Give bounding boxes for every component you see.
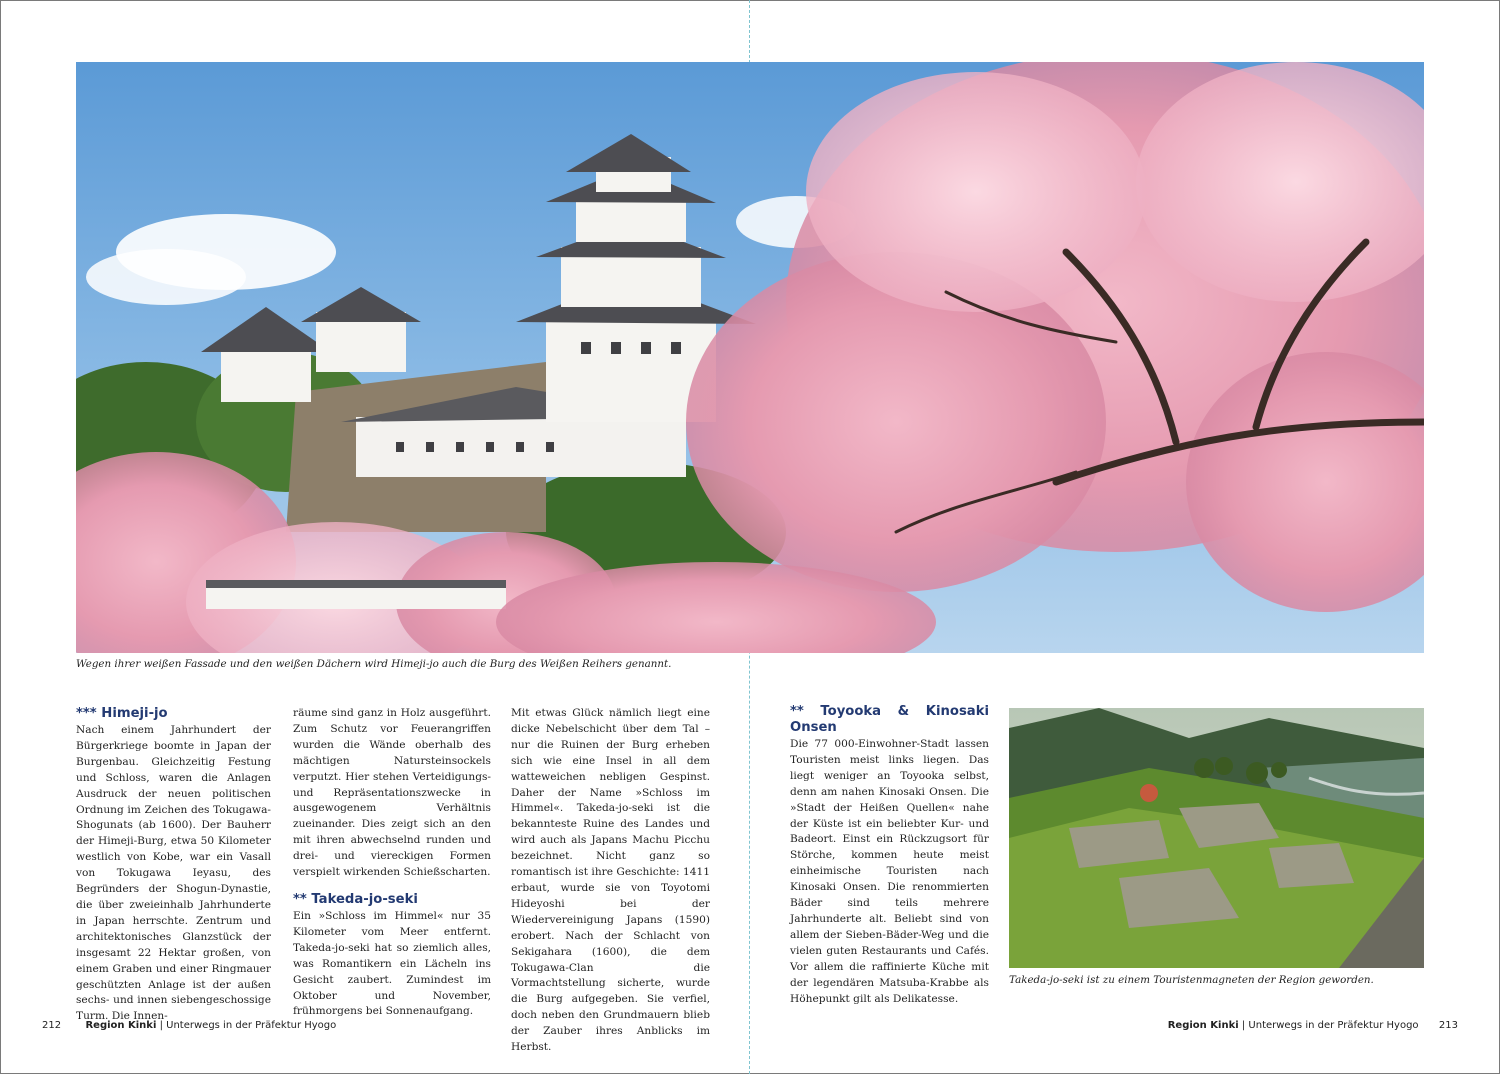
page-number-left: 212 bbox=[42, 1020, 62, 1031]
small-photo-caption: Takeda-jo-seki ist zu einem Touristenmagneten der Region geworden. bbox=[1009, 974, 1374, 986]
main-photo-caption: Wegen ihrer weißen Fassade und den weißen Dächern wird Himeji-jo auch die Burg des Weißen Reihers genannt. bbox=[76, 658, 672, 670]
footer-separator-left: | bbox=[159, 1020, 163, 1031]
takeda-text-part2: Mit etwas Glück nämlich liegt eine dicke Nebelschicht über dem Tal – nur die Ruinen der Burg erheben sich wie eine Insel in all dem watteweichen nebligen Gespinst. Daher der Name »Schloss im Himmel«. Takeda-jo-seki ist die bekannteste Ruine des Landes und wird auch als Japans Machu Picchu bezeichnet. Nicht ganz so romantisch ist ihre Geschichte: 1411 erbaut, wurde sie von Toyotomi Hideyoshi bei der Wiedervereinigung Japans (1590) erobert. Nach der Schlacht von Sekigahara (1600), die dem Tokugawa-Clan die Vormachtstellung sicherte, wurde die Burg aufgegeben. Sie verfiel, doch neben den Grundmauern blieb der Zauber ihres Anblicks im Herbst. bbox=[511, 707, 710, 1054]
toyooka-text: Die 77 000-Einwohner-Stadt lassen Touristen meist links liegen. Das liegt weniger an Toyooka selbst, denn am nahen Kinosaki Onsen. Die »Stadt der Heißen Quellen« nahe der Küste ist ein beliebter Kur- und Badeort. Einst ein Rückzugsort für Störche, kommen heute meist einheimische Touristen nach Kinosaki Onsen. Die renommierten Bäder sind teils mehrere Jahrhunderte alt. Beliebt sind von allem der Sieben-Bäder-Weg und die vielen guten Restaurants und Cafés. Vor allem die raffinierte Küche mit der legendären Matsuba-Krabbe als Höhepunkt gilt als Delikatesse. bbox=[790, 738, 989, 1005]
footer-left bbox=[42, 1020, 336, 1031]
toyooka-heading: ** Toyooka & Kinosaki Onsen bbox=[790, 704, 989, 735]
footer-region-right: Region Kinki bbox=[1167, 1020, 1239, 1031]
footer-right bbox=[1168, 1020, 1458, 1031]
article-column-2 bbox=[293, 706, 491, 1020]
himeji-text-part1: Nach einem Jahrhundert der Bürgerkriege boomte in Japan der Burgenbau. Gleichzeitig Festung und Schloss, waren die Anlagen Ausdruck der neuen politischen Ordnung im Zeichen des Tokugawa-Shogunats (ab 1600). Der Bauherr der Himeji-Burg, etwa 50 Kilometer westlich von Kobe, war ein Vasall von Tokugawa Ieyasu, des Begründers der Shogun-Dynastie, die über zweieinhalb Jahrhunderte in Japan herrschte. Zentrum und architektonisches Glanzstück der insgesamt 22 Hektar großen, von einem Graben und einer Ringmauer geschützten Anlage ist der außen sechs- und innen siebengeschossige Turm. Die Innen- bbox=[76, 724, 271, 1023]
footer-separator-right: | bbox=[1241, 1020, 1246, 1031]
takeda-ruins-photo bbox=[1009, 708, 1424, 968]
footer-title-right: Unterwegs in der Präfektur Hyogo bbox=[1248, 1020, 1419, 1031]
himeji-heading: *** Himeji-jo bbox=[76, 706, 168, 721]
article-column-1 bbox=[76, 706, 271, 1025]
footer-region-left: Region Kinki bbox=[85, 1020, 157, 1031]
takeda-text-part1: Ein »Schloss im Himmel« nur 35 Kilometer vom Meer entfernt. Takeda-jo-seki hat so ziemlich alles, was Romantikern ein Lächeln ins Gesicht zaubert. Zumindest im Oktober und November, frühmorgens bei Sonnenaufgang. bbox=[293, 909, 491, 1018]
footer-title-left: Unterwegs in der Präfektur Hyogo bbox=[166, 1020, 337, 1031]
himeji-text-part2: räume sind ganz in Holz ausgeführt. Zum Schutz vor Feuerangriffen wurden die Wände oberhalb des mächtigen Natursteinsockels verputzt. Hier stehen Verteidigungs- und Repräsentationszwecke in ausgewogenem Verhältnis zueinander. Dies zeigt sich an den mit ihren abwechselnd runden und drei- und viereckigen Formen verspielt wirkenden Schießscharten. bbox=[293, 707, 491, 879]
takeda-heading: ** Takeda-jo-seki bbox=[293, 891, 418, 907]
himeji-castle-photo bbox=[76, 62, 1424, 653]
article-column-4 bbox=[790, 704, 989, 1007]
page-number-right: 213 bbox=[1438, 1020, 1458, 1031]
article-column-3 bbox=[511, 706, 710, 1056]
